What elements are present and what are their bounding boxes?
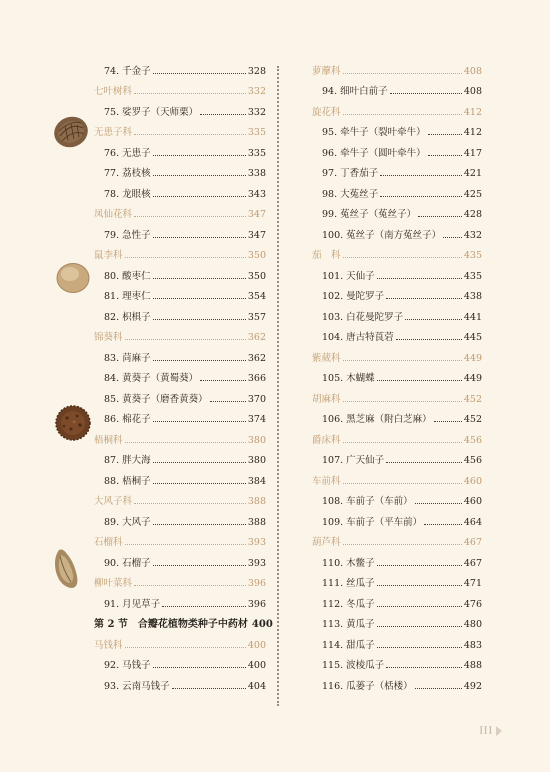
dot-leader (153, 298, 246, 299)
toc-entry-title: 胡麻科 (312, 393, 341, 405)
toc-entry-page: 417 (463, 147, 482, 159)
toc-entry-page: 350 (247, 270, 266, 282)
toc-item-row (94, 143, 266, 164)
toc-entry-page: 449 (463, 373, 482, 384)
dot-leader (134, 585, 246, 586)
toc-entry-page: 380 (247, 455, 266, 466)
toc-entry-title: 葫芦科 (312, 537, 341, 548)
toc-entry-title: 79. 急性子 (104, 229, 151, 241)
dot-leader (153, 565, 246, 566)
toc-entry-page: 384 (247, 475, 266, 487)
toc-item-row (94, 164, 266, 185)
toc-section-row (94, 615, 273, 636)
toc-entry-title: 107. 广天仙子 (322, 455, 385, 466)
toc-entry-page: 354 (247, 291, 266, 302)
dot-leader (125, 442, 246, 443)
toc-entry-title: 77. 荔枝核 (104, 168, 151, 179)
toc-item-row (94, 512, 266, 533)
toc-item-row (312, 656, 482, 677)
toc-entry-title: 76. 无患子 (104, 147, 151, 159)
dot-leader (415, 503, 462, 504)
toc-item-row (94, 225, 266, 246)
toc-entry-title: 81. 理枣仁 (104, 291, 151, 302)
toc-item-row (312, 451, 482, 472)
toc-item-row (94, 102, 266, 123)
dot-leader (200, 114, 246, 115)
toc-item-row (312, 287, 482, 308)
toc-family-row (312, 471, 482, 492)
toc-item-row (94, 287, 266, 308)
dot-leader (386, 667, 462, 668)
toc-entry-page: 445 (463, 332, 482, 343)
toc-item-row (312, 410, 482, 431)
toc-item-row (94, 553, 266, 574)
dot-leader (200, 380, 246, 381)
dot-leader (418, 216, 462, 217)
toc-family-row (94, 430, 266, 451)
toc-entry-page: 480 (463, 619, 482, 630)
toc-family-row (94, 492, 266, 513)
toc-item-row (312, 164, 482, 185)
dot-leader (134, 134, 246, 135)
toc-entry-title: 105. 木蝴蝶 (322, 373, 375, 384)
toc-entry-title: 柳叶菜科 (94, 578, 133, 589)
toc-entry-title: 无患子科 (94, 127, 133, 138)
seed-image-flat-light (51, 546, 81, 592)
toc-item-row (94, 594, 266, 615)
toc-entry-page: 350 (247, 250, 266, 261)
toc-entry-title: 锦葵科 (94, 332, 123, 343)
dot-leader (134, 503, 246, 504)
dot-leader (153, 462, 246, 463)
toc-entry-title: 大风子科 (94, 496, 133, 507)
dot-leader (125, 647, 246, 648)
dot-leader (434, 421, 462, 422)
toc-item-row (312, 553, 482, 574)
toc-entry-title: 马钱科 (94, 639, 123, 651)
toc-item-row (312, 123, 482, 144)
toc-entry-title: 104. 唐古特莨菪 (322, 332, 394, 343)
dot-leader (343, 73, 462, 74)
toc-entry-title: 紫葳科 (312, 352, 341, 364)
toc-entry-title: 爵床科 (312, 434, 341, 446)
dot-leader (134, 93, 246, 94)
toc-entry-title: 97. 丁香茄子 (322, 168, 379, 179)
toc-item-row (312, 574, 482, 595)
toc-entry-page: 347 (247, 229, 266, 241)
toc-entry-page: 332 (247, 106, 266, 118)
toc-entry-page: 483 (463, 639, 482, 651)
toc-item-row (94, 369, 266, 390)
dot-leader (153, 237, 246, 238)
toc-entry-title: 梧桐科 (94, 434, 123, 446)
toc-entry-page: 452 (463, 414, 482, 425)
toc-entry-page: 404 (247, 680, 266, 692)
dot-leader (153, 421, 246, 422)
toc-family-row (94, 246, 266, 267)
toc-entry-page: 412 (463, 106, 482, 118)
toc-entry-title: 94. 细叶白前子 (322, 86, 388, 97)
toc-entry-page: 408 (463, 86, 482, 97)
dot-leader (386, 298, 462, 299)
toc-entry-title: 石榴科 (94, 537, 123, 548)
dot-leader (377, 565, 462, 566)
toc-entry-title: 80. 酸枣仁 (104, 270, 151, 282)
toc-entry-title: 88. 梧桐子 (104, 475, 151, 487)
dot-leader (210, 401, 246, 402)
toc-item-row (312, 512, 482, 533)
toc-family-row (94, 533, 266, 554)
toc-entry-page: 374 (247, 414, 266, 425)
toc-family-row (312, 61, 482, 82)
toc-entry-title: 115. 波棱瓜子 (322, 660, 385, 671)
dot-leader (153, 175, 246, 176)
toc-entry-page: 438 (463, 291, 482, 302)
dot-leader (380, 175, 462, 176)
toc-entry-page: 435 (463, 270, 482, 282)
toc-item-row (312, 307, 482, 328)
toc-entry-page: 471 (463, 578, 482, 589)
dot-leader (428, 155, 462, 156)
toc-entry-page: 347 (247, 209, 266, 220)
toc-entry-title: 100. 菟丝子（南方菟丝子） (322, 229, 442, 241)
dot-leader (390, 93, 462, 94)
toc-entry-title: 旋花科 (312, 106, 341, 118)
toc-family-row (94, 123, 266, 144)
dot-leader (153, 667, 246, 668)
toc-entry-page: 370 (247, 393, 266, 405)
dot-leader (153, 360, 246, 361)
toc-entry-page: 393 (247, 537, 266, 548)
dot-leader (380, 196, 462, 197)
dot-leader (343, 401, 462, 402)
toc-entry-page: 432 (463, 229, 482, 241)
toc-item-row (94, 307, 266, 328)
toc-entry-title: 87. 胖大海 (104, 455, 151, 466)
toc-entry-title: 110. 木鳖子 (322, 557, 375, 569)
seed-image-tan-round (55, 261, 91, 295)
column-divider (277, 66, 279, 706)
toc-entry-title: 74. 千金子 (104, 65, 151, 77)
toc-entry-title: 112. 冬瓜子 (322, 598, 375, 610)
toc-item-row (312, 225, 482, 246)
toc-entry-page: 362 (247, 332, 266, 343)
dot-leader (424, 524, 462, 525)
toc-item-row (94, 451, 266, 472)
dot-leader (428, 134, 462, 135)
toc-item-row (94, 348, 266, 369)
toc-entry-page: 488 (463, 660, 482, 671)
toc-entry-title: 第 2 节 合瓣花植物类种子中药材 (94, 618, 248, 630)
dot-leader (162, 606, 246, 607)
dot-leader (377, 585, 462, 586)
toc-entry-title: 106. 黑芝麻（附白芝麻） (322, 414, 432, 425)
toc-entry-title: 108. 车前子（车前） (322, 496, 413, 507)
dot-leader (386, 462, 462, 463)
dot-leader (343, 483, 462, 484)
dot-leader (343, 360, 462, 361)
toc-entry-page: 343 (247, 188, 266, 200)
dot-leader (153, 278, 246, 279)
dot-leader (377, 380, 462, 381)
toc-entry-title: 91. 月见草子 (104, 598, 161, 610)
toc-entry-page: 456 (463, 455, 482, 466)
toc-entry-page: 425 (463, 188, 482, 200)
toc-right-column (312, 61, 482, 697)
toc-entry-page: 467 (463, 537, 482, 548)
toc-entry-page: 460 (463, 475, 482, 487)
dot-leader (343, 442, 462, 443)
toc-item-row (94, 389, 266, 410)
toc-entry-page: 408 (463, 65, 482, 77)
toc-family-row (312, 102, 482, 123)
toc-entry-title: 七叶树科 (94, 86, 133, 97)
toc-item-row (312, 369, 482, 390)
toc-entry-title: 82. 枳椇子 (104, 311, 151, 323)
toc-entry-page: 400 (251, 618, 273, 630)
toc-family-row (312, 533, 482, 554)
toc-entry-title: 111. 丝瓜子 (322, 578, 375, 589)
toc-entry-page: 328 (247, 65, 266, 77)
toc-entry-title: 102. 曼陀罗子 (322, 291, 385, 302)
dot-leader (153, 483, 246, 484)
dot-leader (443, 237, 462, 238)
toc-entry-page: 435 (463, 250, 482, 261)
toc-item-row (94, 266, 266, 287)
dot-leader (415, 688, 462, 689)
dot-leader (153, 155, 246, 156)
toc-item-row (312, 676, 482, 697)
toc-entry-page: 492 (463, 680, 482, 692)
toc-item-row (312, 184, 482, 205)
toc-entry-page: 421 (463, 168, 482, 179)
toc-entry-page: 396 (247, 598, 266, 610)
dot-leader (172, 688, 246, 689)
toc-item-row (312, 266, 482, 287)
toc-entry-title: 84. 黄葵子（黄蜀葵） (104, 373, 199, 384)
dot-leader (125, 257, 246, 258)
toc-entry-title: 101. 天仙子 (322, 270, 375, 282)
toc-entry-page: 396 (247, 578, 266, 589)
toc-entry-title: 90. 石榴子 (104, 557, 151, 569)
toc-item-row (312, 143, 482, 164)
dot-leader (153, 524, 246, 525)
toc-entry-title: 85. 黄葵子（磨香黄葵） (104, 393, 208, 405)
dot-leader (125, 339, 246, 340)
toc-item-row (312, 205, 482, 226)
toc-entry-page: 362 (247, 352, 266, 364)
toc-entry-page: 393 (247, 557, 266, 569)
dot-leader (153, 196, 246, 197)
toc-entry-page: 400 (247, 660, 266, 671)
toc-item-row (94, 61, 266, 82)
toc-item-row (94, 471, 266, 492)
toc-family-row (312, 246, 482, 267)
toc-entry-title: 96. 牵牛子（圆叶牵牛） (322, 147, 426, 159)
toc-entry-title: 109. 车前子（平车前） (322, 516, 423, 528)
toc-entry-page: 357 (247, 311, 266, 323)
toc-entry-title: 92. 马钱子 (104, 660, 151, 671)
dot-leader (377, 626, 462, 627)
toc-item-row (94, 676, 266, 697)
dot-leader (377, 647, 462, 648)
toc-entry-title: 93. 云南马钱子 (104, 680, 170, 692)
toc-entry-page: 338 (247, 168, 266, 179)
toc-family-row (312, 389, 482, 410)
toc-entry-title: 萝藦科 (312, 65, 341, 77)
toc-family-row (94, 328, 266, 349)
seed-image-dark-textured (53, 403, 93, 443)
toc-family-row (94, 82, 266, 103)
dot-leader (153, 73, 246, 74)
toc-item-row (312, 82, 482, 103)
toc-entry-title: 车前科 (312, 475, 341, 487)
toc-entry-page: 400 (247, 639, 266, 651)
toc-item-row (312, 492, 482, 513)
toc-entry-page: 449 (463, 352, 482, 364)
toc-entry-page: 452 (463, 393, 482, 405)
dot-leader (153, 319, 246, 320)
dot-leader (343, 257, 462, 258)
toc-entry-page: 388 (247, 496, 266, 507)
toc-item-row (94, 410, 266, 431)
toc-entry-title: 89. 大风子 (104, 516, 151, 528)
toc-item-row (312, 635, 482, 656)
toc-entry-title: 103. 白花曼陀罗子 (322, 311, 404, 323)
toc-entry-title: 116. 瓜蒌子（栝楼） (322, 680, 413, 692)
toc-family-row (94, 574, 266, 595)
toc-entry-page: 388 (247, 516, 266, 528)
page-number: III (479, 726, 502, 737)
dot-leader (343, 544, 462, 545)
dot-leader (134, 216, 246, 217)
toc-entry-title: 75. 娑罗子（天师栗） (104, 106, 199, 118)
dot-leader (125, 544, 246, 545)
dot-leader (377, 278, 462, 279)
toc-entry-title: 86. 棉花子 (104, 414, 151, 425)
toc-family-row (94, 205, 266, 226)
toc-entry-page: 467 (463, 557, 482, 569)
toc-entry-title: 99. 菟丝子（菟丝子） (322, 209, 417, 220)
toc-entry-page: 412 (463, 127, 482, 138)
toc-family-row (94, 635, 266, 656)
toc-item-row (312, 328, 482, 349)
toc-entry-title: 83. 苘麻子 (104, 352, 151, 364)
toc-entry-page: 335 (247, 147, 266, 159)
toc-entry-page: 476 (463, 598, 482, 610)
toc-entry-page: 335 (247, 127, 266, 138)
toc-item-row (312, 594, 482, 615)
toc-item-row (94, 656, 266, 677)
dot-leader (377, 606, 462, 607)
toc-entry-title: 78. 龙眼核 (104, 188, 151, 200)
toc-entry-page: 366 (247, 373, 266, 384)
dot-leader (405, 319, 462, 320)
toc-entry-page: 456 (463, 434, 482, 446)
dot-leader (343, 114, 462, 115)
toc-entry-page: 464 (463, 516, 482, 528)
toc-item-row (94, 184, 266, 205)
toc-entry-page: 380 (247, 434, 266, 446)
dot-leader (396, 339, 462, 340)
toc-family-row (312, 430, 482, 451)
toc-entry-title: 98. 大菟丝子 (322, 188, 379, 200)
toc-entry-page: 332 (247, 86, 266, 97)
toc-entry-title: 鼠李科 (94, 250, 123, 261)
toc-family-row (312, 348, 482, 369)
toc-left-column (94, 61, 273, 697)
toc-entry-page: 441 (463, 311, 482, 323)
toc-entry-page: 460 (463, 496, 482, 507)
toc-entry-title: 茄 科 (312, 250, 341, 261)
toc-entry-title: 95. 牵牛子（裂叶牵牛） (322, 127, 426, 138)
toc-entry-title: 113. 黄瓜子 (322, 619, 375, 630)
toc-entry-title: 114. 甜瓜子 (322, 639, 375, 651)
seed-image-brown-oval (50, 112, 92, 152)
toc-item-row (312, 615, 482, 636)
toc-entry-page: 428 (463, 209, 482, 220)
toc-entry-title: 凤仙花科 (94, 209, 133, 220)
